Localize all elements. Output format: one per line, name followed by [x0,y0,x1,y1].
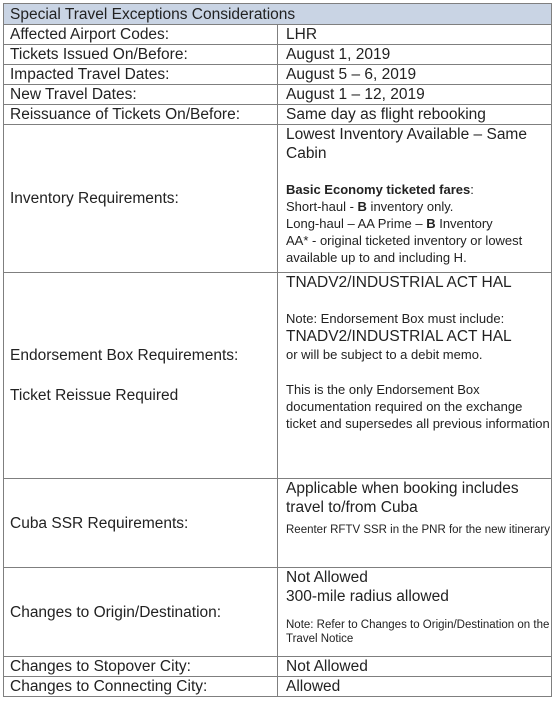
endorsement-note: Note: Endorsement Box must include: [286,311,505,326]
row-value-endorsement [278,273,552,479]
origin-line2: 300-mile radius allowed [286,588,449,605]
row-value-airport: LHR [278,25,552,45]
row-label-reissuance: Reissuance of Tickets On/Before: [4,105,278,125]
row-value-stopover: Not Allowed [278,657,552,677]
table-row [4,65,552,85]
inventory-line: Lowest Inventory Available – Same Cabin [286,126,527,162]
table-row [4,85,552,105]
row-label-origin: Changes to Origin/Destination: [4,568,278,657]
row-label-endorsement [4,273,278,479]
cuba-line: Applicable when booking includes travel to/from Cuba [286,480,519,516]
row-label-impacted: Impacted Travel Dates: [4,65,278,85]
row-label-inventory: Inventory Requirements: [4,125,278,273]
aa-line: AA* - original ticketed inventory or lowest available up to and including H. [286,233,523,265]
origin-note: Note: Refer to Changes to Origin/Destination on the Travel Notice [286,619,550,645]
table-row [4,105,552,125]
cuba-note: Reenter RFTV SSR in the PNR for the new itinerary [286,524,550,536]
table-row [4,45,552,65]
row-value-origin [278,568,552,657]
row-value-connecting: Allowed [278,677,552,697]
row-label-stopover: Changes to Stopover City: [4,657,278,677]
table-row [4,677,552,697]
endorsement-note-code: TNADV2/INDUSTRIAL ACT HAL [286,328,512,345]
endorsement-code: TNADV2/INDUSTRIAL ACT HAL [286,274,512,291]
table-row [4,479,552,568]
row-value-cuba [278,479,552,568]
endorsement-only-text: This is the only Endorsement Box documentation required on the exchange ticket and supersedes all previous information [286,382,550,431]
travel-exceptions-table [3,3,552,697]
row-value-reissuance: Same day as flight rebooking [278,105,552,125]
table-row [4,568,552,657]
row-label-connecting: Changes to Connecting City: [4,677,278,697]
row-label-cuba: Cuba SSR Requirements: [4,479,278,568]
table-header-row [4,4,552,25]
row-value-impacted: August 5 – 6, 2019 [278,65,552,85]
table-row [4,273,552,479]
row-label-new-dates: New Travel Dates: [4,85,278,105]
long-haul-line: Long-haul – AA Prime – B Inventory [286,216,493,231]
row-value-new-dates: August 1 – 12, 2019 [278,85,552,105]
basic-economy-heading: Basic Economy ticketed fares [286,182,471,197]
short-haul-line: Short-haul - B inventory only. [286,199,454,214]
table-row [4,25,552,45]
endorsement-label: Endorsement Box Requirements: [10,347,239,364]
row-value-inventory: Lowest Inventory Available – Same Cabin Basic Economy ticketed fares: Short-haul - B inventory only. Long-haul – AA Prime – B Inventory AA* - original ticketed inventory or lowest available up to and including H. [278,125,552,273]
row-label-issued: Tickets Issued On/Before: [4,45,278,65]
table-title: Special Travel Exceptions Considerations [4,4,552,25]
origin-line1: Not Allowed [286,569,368,586]
row-label-airport: Affected Airport Codes: [4,25,278,45]
table-row [4,657,552,677]
row-value-issued: August 1, 2019 [278,45,552,65]
ticket-reissue-label: Ticket Reissue Required [10,387,179,404]
endorsement-debit: or will be subject to a debit memo. [286,347,483,362]
table-row [4,125,552,273]
